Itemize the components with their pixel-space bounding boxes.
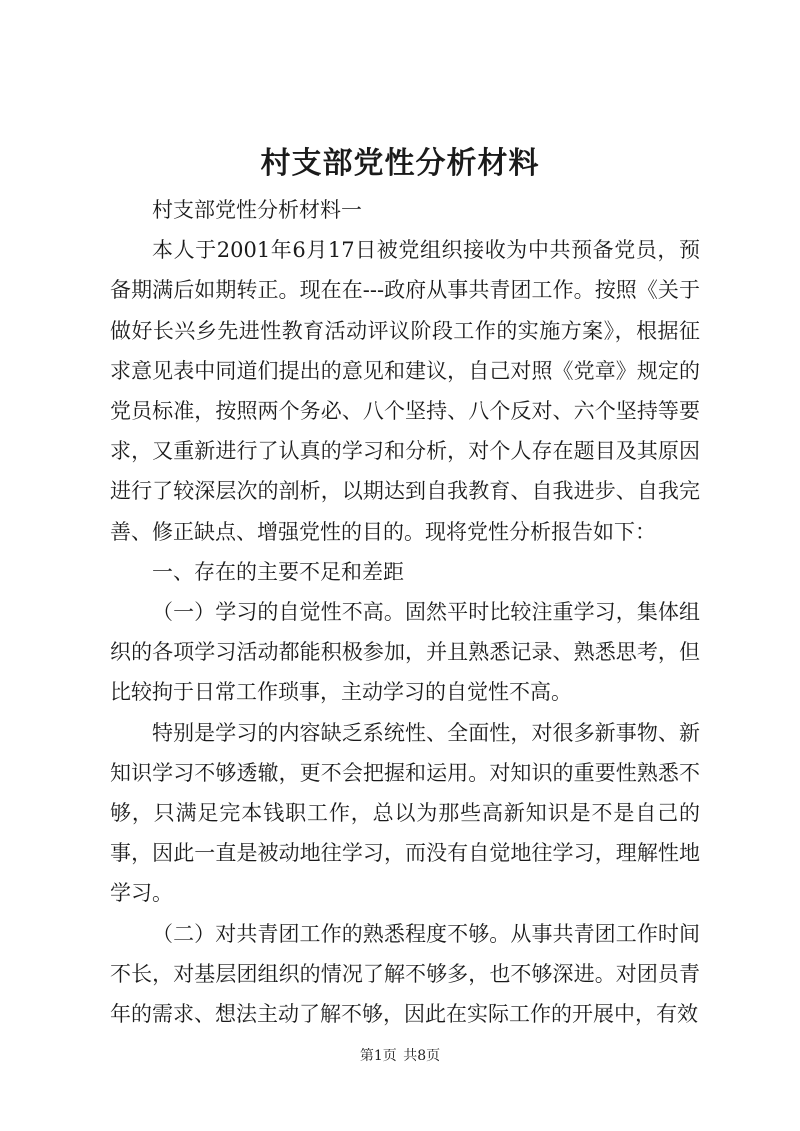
paragraph-league-work: （二）对共青团工作的熟悉程度不够。从事共青团工作时间不长，对基层团组织的情况了解不够多，也不够深进。对团员青年的需求、想法主动了解不够，因此在实际工作的开展中，有效 <box>110 921 700 1027</box>
page-title: 村支部党性分析材料 <box>260 146 540 181</box>
total-pages: 共8页 <box>403 1048 441 1064</box>
page-footer <box>0 1046 800 1066</box>
paragraph-study-content: 特别是学习的内容缺乏系统性、全面性，对很多新事物、新知识学习不够透辙，更不会把握和运用。对知识的重要性熟悉不够，只满足完本钱职工作，总以为那些高新知识是不是自己的事，因此一直是被动地往学习，而没有自觉地往学习，理解性地学习。 <box>110 720 700 906</box>
document-body <box>110 190 700 1034</box>
page-number: 第1页 <box>359 1048 397 1064</box>
paragraph-subtitle: 村支部党性分析材料一 <box>152 198 362 222</box>
paragraph-intro: 本人于2001年6月17日被党组织接收为中共预备党员，预备期满后如期转正。现在在---政府从事共青团工作。按照《关于做好长兴乡先进性教育活动评议阶段工作的实施方案》，根据征求意见表中同道们提出的意见和建议，自己对照《党章》规定的党员标准，按照两个务必、八个坚持、八个反对、六个坚持等要求，又重新进行了认真的学习和分析，对个人存在题目及其原因进行了较深层次的剖析，以期达到自我教育、自我进步、自我完善、修正缺点、增强党性的目的。现将党性分析报告如下： <box>110 238 700 544</box>
paragraph-study-awareness: （一）学习的自觉性不高。固然平时比较注重学习，集体组织的各项学习活动都能积极参加，并且熟悉记录、熟悉思考，但比较拘于日常工作琐事，主动学习的自觉性不高。 <box>110 600 700 705</box>
section-heading: 一、存在的主要不足和差距 <box>152 559 404 584</box>
